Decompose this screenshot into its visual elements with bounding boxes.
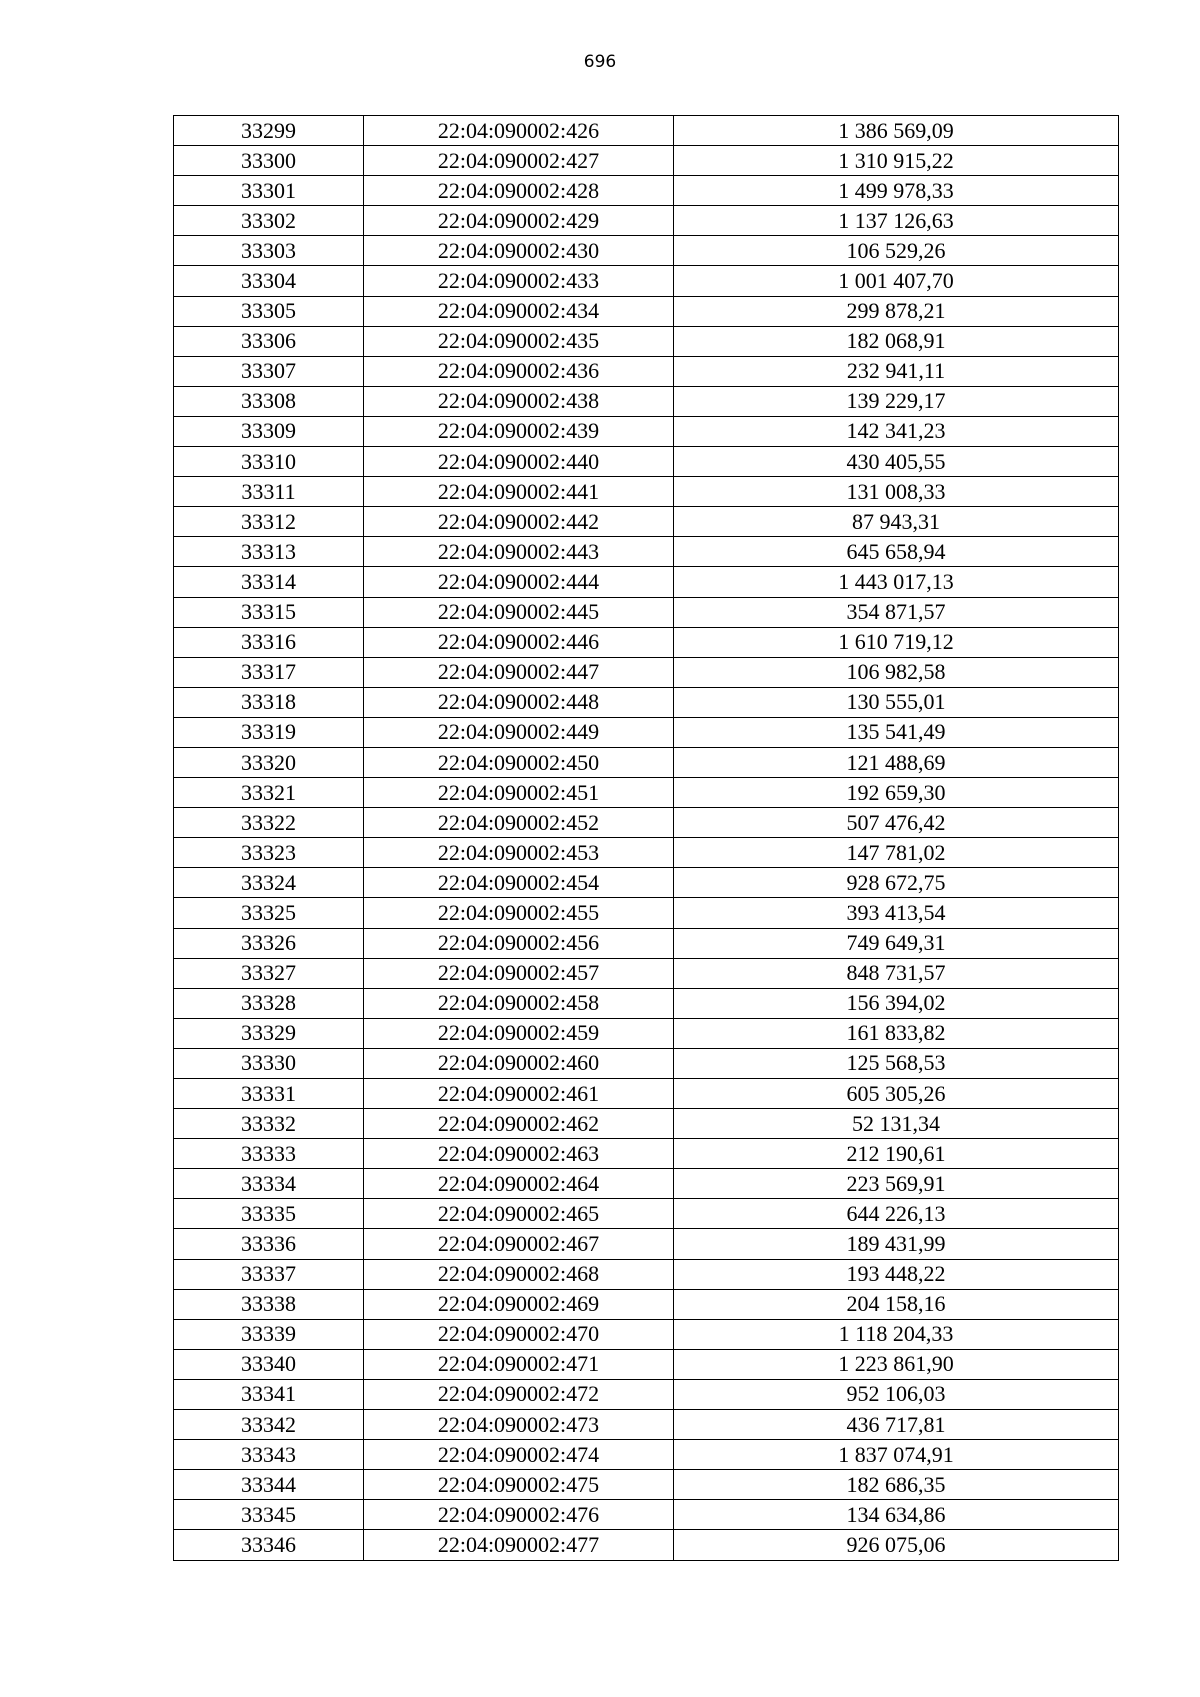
table-row [174,567,1119,597]
cadastral-number-cell: 22:04:090002:435 [364,326,674,356]
row-number-cell: 33331 [174,1079,364,1109]
value-cell: 749 649,31 [674,928,1119,958]
row-number-cell: 33322 [174,808,364,838]
row-number-cell: 33316 [174,627,364,657]
table-row [174,206,1119,236]
table-body [174,116,1119,1561]
value-cell: 232 941,11 [674,356,1119,386]
cadastral-number-cell: 22:04:090002:451 [364,778,674,808]
row-number-cell: 33339 [174,1319,364,1349]
row-number-cell: 33345 [174,1500,364,1530]
table-row [174,416,1119,446]
value-cell: 1 610 719,12 [674,627,1119,657]
value-cell: 212 190,61 [674,1139,1119,1169]
table-row [174,1500,1119,1530]
table-row [174,988,1119,1018]
value-cell: 507 476,42 [674,808,1119,838]
table-row [174,236,1119,266]
table-row [174,1530,1119,1560]
table-row [174,1470,1119,1500]
table-row [174,386,1119,416]
cadastral-number-cell: 22:04:090002:438 [364,386,674,416]
cadastral-number-cell: 22:04:090002:452 [364,808,674,838]
row-number-cell: 33333 [174,1139,364,1169]
cadastral-number-cell: 22:04:090002:430 [364,236,674,266]
value-cell: 139 229,17 [674,386,1119,416]
value-cell: 354 871,57 [674,597,1119,627]
value-cell: 156 394,02 [674,988,1119,1018]
table-row [174,296,1119,326]
row-number-cell: 33319 [174,717,364,747]
row-number-cell: 33310 [174,447,364,477]
table-row [174,1169,1119,1199]
table-row [174,326,1119,356]
table-row [174,1199,1119,1229]
row-number-cell: 33335 [174,1199,364,1229]
cadastral-number-cell: 22:04:090002:433 [364,266,674,296]
row-number-cell: 33320 [174,747,364,777]
cadastral-number-cell: 22:04:090002:428 [364,176,674,206]
cadastral-number-cell: 22:04:090002:459 [364,1018,674,1048]
row-number-cell: 33313 [174,537,364,567]
row-number-cell: 33305 [174,296,364,326]
table-row [174,1379,1119,1409]
value-cell: 147 781,02 [674,838,1119,868]
table-row [174,176,1119,206]
cadastral-number-cell: 22:04:090002:461 [364,1079,674,1109]
value-cell: 106 982,58 [674,657,1119,687]
cadastral-number-cell: 22:04:090002:472 [364,1379,674,1409]
cadastral-number-cell: 22:04:090002:471 [364,1349,674,1379]
table-row [174,778,1119,808]
cadastral-number-cell: 22:04:090002:468 [364,1259,674,1289]
value-cell: 393 413,54 [674,898,1119,928]
row-number-cell: 33321 [174,778,364,808]
table-row [174,1259,1119,1289]
value-cell: 436 717,81 [674,1410,1119,1440]
table-row [174,868,1119,898]
row-number-cell: 33300 [174,146,364,176]
table-row [174,1139,1119,1169]
row-number-cell: 33332 [174,1109,364,1139]
cadastral-number-cell: 22:04:090002:446 [364,627,674,657]
row-number-cell: 33309 [174,416,364,446]
value-cell: 928 672,75 [674,868,1119,898]
value-cell: 1 001 407,70 [674,266,1119,296]
table-row [174,356,1119,386]
row-number-cell: 33299 [174,116,364,146]
row-number-cell: 33318 [174,687,364,717]
row-number-cell: 33302 [174,206,364,236]
cadastral-number-cell: 22:04:090002:440 [364,447,674,477]
cadastral-number-cell: 22:04:090002:462 [364,1109,674,1139]
row-number-cell: 33343 [174,1440,364,1470]
value-cell: 644 226,13 [674,1199,1119,1229]
value-cell: 134 634,86 [674,1500,1119,1530]
value-cell: 645 658,94 [674,537,1119,567]
table-row [174,1048,1119,1078]
data-table [173,115,1119,1561]
table-row [174,597,1119,627]
cadastral-number-cell: 22:04:090002:426 [364,116,674,146]
row-number-cell: 33328 [174,988,364,1018]
row-number-cell: 33338 [174,1289,364,1319]
table-row [174,1410,1119,1440]
value-cell: 1 223 861,90 [674,1349,1119,1379]
row-number-cell: 33325 [174,898,364,928]
row-number-cell: 33330 [174,1048,364,1078]
table-row [174,928,1119,958]
cadastral-number-cell: 22:04:090002:463 [364,1139,674,1169]
value-cell: 182 068,91 [674,326,1119,356]
value-cell: 1 443 017,13 [674,567,1119,597]
value-cell: 130 555,01 [674,687,1119,717]
table-row [174,447,1119,477]
row-number-cell: 33344 [174,1470,364,1500]
cadastral-number-cell: 22:04:090002:441 [364,477,674,507]
value-cell: 299 878,21 [674,296,1119,326]
cadastral-number-cell: 22:04:090002:450 [364,747,674,777]
value-cell: 182 686,35 [674,1470,1119,1500]
value-cell: 605 305,26 [674,1079,1119,1109]
row-number-cell: 33308 [174,386,364,416]
value-cell: 926 075,06 [674,1530,1119,1560]
cadastral-number-cell: 22:04:090002:476 [364,1500,674,1530]
value-cell: 1 499 978,33 [674,176,1119,206]
value-cell: 952 106,03 [674,1379,1119,1409]
value-cell: 161 833,82 [674,1018,1119,1048]
row-number-cell: 33346 [174,1530,364,1560]
cadastral-number-cell: 22:04:090002:453 [364,838,674,868]
value-cell: 223 569,91 [674,1169,1119,1199]
value-cell: 1 137 126,63 [674,206,1119,236]
table-row [174,747,1119,777]
table-row [174,958,1119,988]
table-row [174,1289,1119,1319]
table-row [174,266,1119,296]
cadastral-number-cell: 22:04:090002:444 [364,567,674,597]
row-number-cell: 33311 [174,477,364,507]
row-number-cell: 33306 [174,326,364,356]
cadastral-number-cell: 22:04:090002:457 [364,958,674,988]
cadastral-number-cell: 22:04:090002:467 [364,1229,674,1259]
row-number-cell: 33340 [174,1349,364,1379]
table-row [174,627,1119,657]
row-number-cell: 33314 [174,567,364,597]
value-cell: 1 837 074,91 [674,1440,1119,1470]
value-cell: 142 341,23 [674,416,1119,446]
cadastral-number-cell: 22:04:090002:427 [364,146,674,176]
value-cell: 135 541,49 [674,717,1119,747]
page-number: 696 [583,52,617,72]
table-row [174,657,1119,687]
row-number-cell: 33315 [174,597,364,627]
value-cell: 87 943,31 [674,507,1119,537]
table-row [174,898,1119,928]
value-cell: 106 529,26 [674,236,1119,266]
row-number-cell: 33342 [174,1410,364,1440]
cadastral-number-cell: 22:04:090002:458 [364,988,674,1018]
cadastral-number-cell: 22:04:090002:454 [364,868,674,898]
cadastral-number-cell: 22:04:090002:449 [364,717,674,747]
row-number-cell: 33329 [174,1018,364,1048]
table-row [174,838,1119,868]
cadastral-number-cell: 22:04:090002:464 [364,1169,674,1199]
value-cell: 1 386 569,09 [674,116,1119,146]
cadastral-number-cell: 22:04:090002:469 [364,1289,674,1319]
table-row [174,717,1119,747]
row-number-cell: 33336 [174,1229,364,1259]
cadastral-number-cell: 22:04:090002:429 [364,206,674,236]
cadastral-number-cell: 22:04:090002:473 [364,1410,674,1440]
value-cell: 131 008,33 [674,477,1119,507]
row-number-cell: 33304 [174,266,364,296]
table-row [174,1018,1119,1048]
table-row [174,1319,1119,1349]
table-row [174,1229,1119,1259]
value-cell: 430 405,55 [674,447,1119,477]
value-cell: 121 488,69 [674,747,1119,777]
value-cell: 193 448,22 [674,1259,1119,1289]
cadastral-number-cell: 22:04:090002:460 [364,1048,674,1078]
cadastral-number-cell: 22:04:090002:439 [364,416,674,446]
table-row [174,1440,1119,1470]
cadastral-number-cell: 22:04:090002:470 [364,1319,674,1349]
table-row [174,507,1119,537]
table-row [174,116,1119,146]
value-cell: 52 131,34 [674,1109,1119,1139]
value-cell: 192 659,30 [674,778,1119,808]
cadastral-number-cell: 22:04:090002:443 [364,537,674,567]
cadastral-number-cell: 22:04:090002:475 [364,1470,674,1500]
value-cell: 125 568,53 [674,1048,1119,1078]
table-row [174,1109,1119,1139]
value-cell: 204 158,16 [674,1289,1119,1319]
row-number-cell: 33337 [174,1259,364,1289]
cadastral-number-cell: 22:04:090002:455 [364,898,674,928]
row-number-cell: 33324 [174,868,364,898]
cadastral-number-cell: 22:04:090002:434 [364,296,674,326]
table-row [174,1349,1119,1379]
cadastral-number-cell: 22:04:090002:445 [364,597,674,627]
value-cell: 189 431,99 [674,1229,1119,1259]
table-row [174,146,1119,176]
row-number-cell: 33326 [174,928,364,958]
table-row [174,1079,1119,1109]
value-cell: 1 310 915,22 [674,146,1119,176]
cadastral-number-cell: 22:04:090002:436 [364,356,674,386]
cadastral-number-cell: 22:04:090002:456 [364,928,674,958]
cadastral-number-cell: 22:04:090002:448 [364,687,674,717]
row-number-cell: 33312 [174,507,364,537]
table-row [174,808,1119,838]
table-row [174,477,1119,507]
cadastral-number-cell: 22:04:090002:477 [364,1530,674,1560]
value-cell: 848 731,57 [674,958,1119,988]
row-number-cell: 33307 [174,356,364,386]
row-number-cell: 33303 [174,236,364,266]
table-row [174,687,1119,717]
value-cell: 1 118 204,33 [674,1319,1119,1349]
cadastral-number-cell: 22:04:090002:447 [364,657,674,687]
cadastral-number-cell: 22:04:090002:474 [364,1440,674,1470]
row-number-cell: 33334 [174,1169,364,1199]
row-number-cell: 33317 [174,657,364,687]
row-number-cell: 33341 [174,1379,364,1409]
cadastral-number-cell: 22:04:090002:442 [364,507,674,537]
row-number-cell: 33327 [174,958,364,988]
row-number-cell: 33301 [174,176,364,206]
cadastral-number-cell: 22:04:090002:465 [364,1199,674,1229]
row-number-cell: 33323 [174,838,364,868]
table-row [174,537,1119,567]
